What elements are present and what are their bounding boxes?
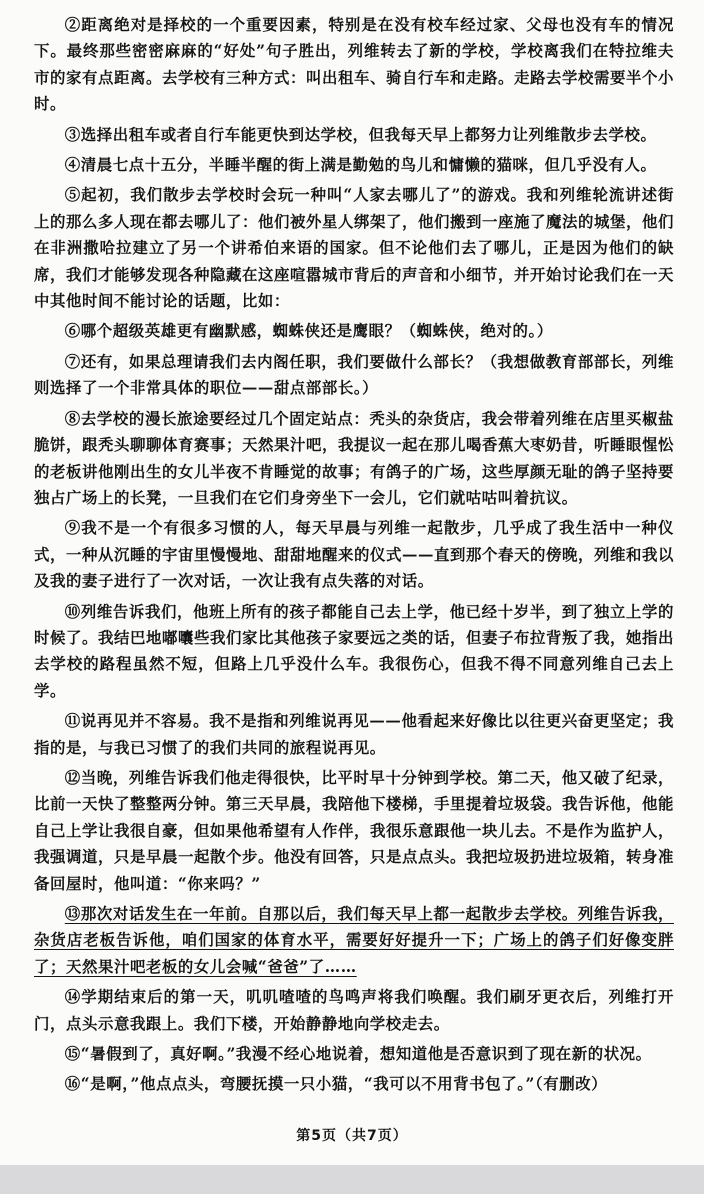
paragraph-13-underlined: ⑬那次对话发生在一年前。自那以后，我们每天早上都一起散步去学校。列维告诉我，杂货店老板告诉他，咱们国家的体育水平，需要好好提升一下；广场上的鸽子们好像变胖了；天然果汁吧老板的女儿会喊“爸爸”了…… [34,905,674,976]
page-number: 第5页（共7页） [296,1128,408,1144]
paragraph-5: ⑤起初，我们散步去学校时会玩一种叫“人家去哪儿了”的游戏。我和列维轮流讲述街上的那么多人现在都去哪儿了：他们被外星人绑架了，他们搬到一座施了魔法的城堡，他们在非洲撒哈拉建立了另一个讲希伯来语的国家。但不论他们去了哪儿，正是因为他们的缺席，我们才能够发现各种隐藏在这座喧嚣城市背后的声音和小细节，并开始讨论我们在一天中其他时间不能讨论的话题，比如： [34,186,674,311]
paragraph-3: ③选择出租车或者自行车能更快到达学校，但我每天早上都努力让列维散步去学校。 [64,125,657,144]
paragraph-11: ⑪说再见并不容易。我不是指和列维说再见——他看起来好像比以往更兴奋更坚定；我指的是，与我已习惯了的我们共同的旅程说再见。 [34,712,674,757]
paragraph-15: ⑮“暑假到了，真好啊。”我漫不经心地说着，想知道他是否意识到了现在新的状况。 [64,1045,652,1064]
paragraph-16: ⑯“是啊，”他点点头，弯腰抚摸一只小猫，“我可以不用背书包了。”（有删改） [64,1075,608,1094]
paragraph-14: ⑭学期结束后的第一天，叽叽喳喳的鸟鸣声将我们唤醒。我们刷牙更衣后，列维打开门，点头示意我跟上。我们下楼，开始静静地向学校走去。 [34,988,674,1033]
paragraph-12: ⑫当晚，列维告诉我们他走得很快，比平时早十分钟到学校。第二天，他又破了纪录，比前一天快了整整两分钟。第三天早晨，我陪他下楼梯，手里提着垃圾袋。我告诉他，他能自己上学让我很自豪，但如果他希望有人作伴，我很乐意跟他一块儿去。不是作为监护人，我强调道，只是早晨一起散个步。他没有回答，只是点点头。我把垃圾扔进垃圾箱，转身准备回屋时，他叫道：“你来吗？” [34,768,674,893]
paragraph-2: ②距离绝对是择校的一个重要因素，特别是在没有校车经过家、父母也没有车的情况下。最终那些密密麻麻的“好处”句子胜出，列维转去了新的学校，学校离我们在特拉维夫市的家有点距离。去学校有三种方式：叫出租车、骑自行车和走路。走路去学校需要半个小时。 [34,16,674,114]
paragraph-10: ⑩列维告诉我们，他班上所有的孩子都能自己去上学，他已经十岁半，到了独立上学的时候了。我结巴地嘟囔些我们家比其他孩子家要远之类的话，但妻子布拉背叛了我，她指出去学校的路程虽然不短，但路上几乎没什么车。我很伤心，但我不得不同意列维自己去上学。 [34,602,674,700]
paragraph-7: ⑦还有，如果总理请我们去内阁任职，我们要做什么部长？（我想做教育部部长，列维则选择了一个非常具体的职位——甜点部部长。） [34,352,674,398]
article-body [34,12,674,1102]
paragraph-6: ⑥哪个超级英雄更有幽默感，蜘蛛侠还是鹰眼？（蜘蛛侠，绝对的。） [64,322,553,341]
paragraph-9: ⑨我不是一个有很多习惯的人，每天早晨与列维一起散步，几乎成了我生活中一种仪式，一种从沉睡的宇宙里慢慢地、甜甜地醒来的仪式——直到那个春天的傍晚，列维和我以及我的妻子进行了一次对话，一次让我有点失落的对话。 [34,519,674,591]
viewer-bottom-strip [0,1165,704,1194]
paragraph-8: ⑧去学校的漫长旅途要经过几个固定站点：秃头的杂货店，我会带着列维在店里买椒盐脆饼，跟秃头聊聊体育赛事；天然果汁吧，我提议一起在那儿喝香蕉大枣奶昔，听睡眼惺忪的老板讲他刚出生的女儿半夜不肯睡觉的故事；有鸽子的广场，这些厚颜无耻的鸽子坚持要独占广场上的长凳，一旦我们在它们身旁坐下一会儿，它们就咕咕叫着抗议。 [34,409,674,507]
paragraph-4: ④清晨七点十五分，半睡半醒的街上满是勤勉的鸟儿和慵懒的猫咪，但几乎没有人。 [64,156,657,175]
